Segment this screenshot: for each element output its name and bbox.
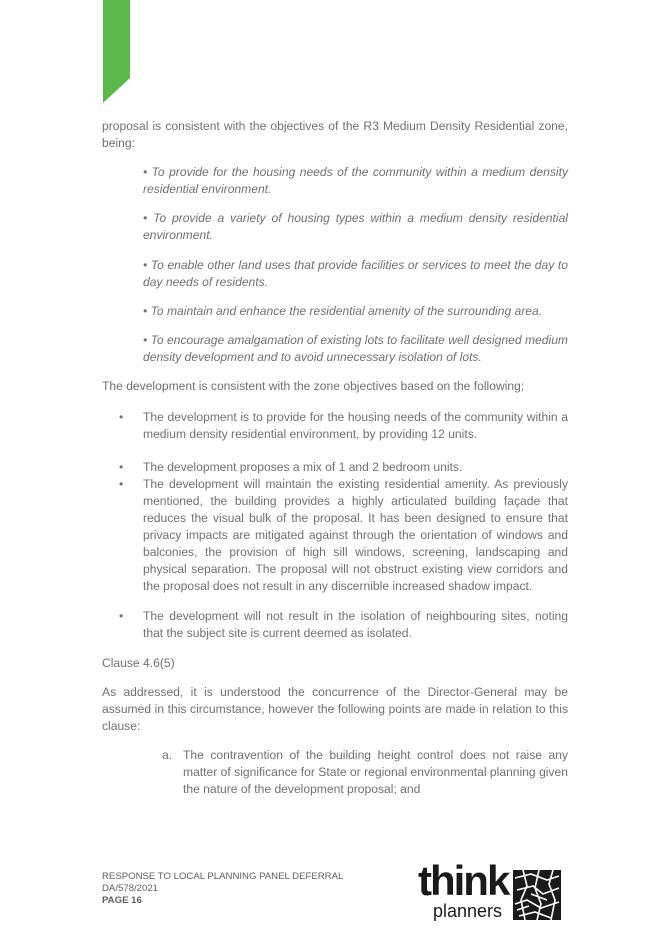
logo-word-planners: planners [433,901,503,921]
objective-item: • To provide for the housing needs of the community within a medium density residential environment. [143,165,568,196]
green-accent-shape [103,0,130,103]
objective-item: • To encourage amalgamation of existing lots to facilitate well designed medium density development and to avoid unnecessary isolation of lots. [143,333,568,364]
objective-item: • To enable other land uses that provide facilities or services to meet the day to day needs of residents. [143,258,568,289]
list-item: The development will maintain the existing residential amenity. As previously mentioned, the building provides a highly articulated building façade that reduces the visual bulk of the proposal. It has been designed to ensure that privacy impacts are mitigated against through the orientation of windows and balconies, the provision of high sill windows, screening, landscaping and physical separation. The proposal will not obstruct existing view corridors and the proposal does not result in any discernible increased shadow impact. [143,477,568,593]
list-item: The development will not result in the isolation of neighbouring sites, noting that the subject site is current deemed as isolated. [143,609,568,640]
objective-item: • To provide a variety of housing types within a medium density residential environment. [143,211,568,242]
logo-word-think: think [418,857,509,904]
bullet-dot: • [119,477,124,491]
clause-item-marker: a. [162,748,173,762]
objective-item: • To maintain and enhance the residential amenity of the surrounding area. [143,304,543,318]
consistency-paragraph: The development is consistent with the zone objectives based on the following; [102,379,525,393]
bullet-dot: • [119,460,124,474]
bullet-dot: • [119,410,124,424]
intro-paragraph: proposal is consistent with the objectives of the R3 Medium Density Residential zone, being: [102,119,568,150]
page-number: PAGE 16 [102,895,142,906]
list-item: The development proposes a mix of 1 and 2 bedroom units. [143,460,463,474]
footer-title: RESPONSE TO LOCAL PLANNING PANEL DEFERRAL [102,871,344,882]
clause-item: The contravention of the building height control does not raise any matter of significance for State or regional environmental planning given the nature of the development proposal; and [183,748,568,796]
footer-reference: DA/578/2021 [102,883,159,894]
list-item: The development is to provide for the housing needs of the community within a medium density residential environment, by providing 12 units. [143,410,568,441]
clause-paragraph: As addressed, it is understood the concurrence of the Director-General may be assumed in this circumstance, however the following points are made in relation to this clause: [102,685,568,733]
footer [102,871,343,907]
bullet-dot: • [119,609,124,623]
clause-heading: Clause 4.6(5) [102,656,175,670]
think-planners-logo [418,857,563,924]
street-map-icon [513,870,561,920]
